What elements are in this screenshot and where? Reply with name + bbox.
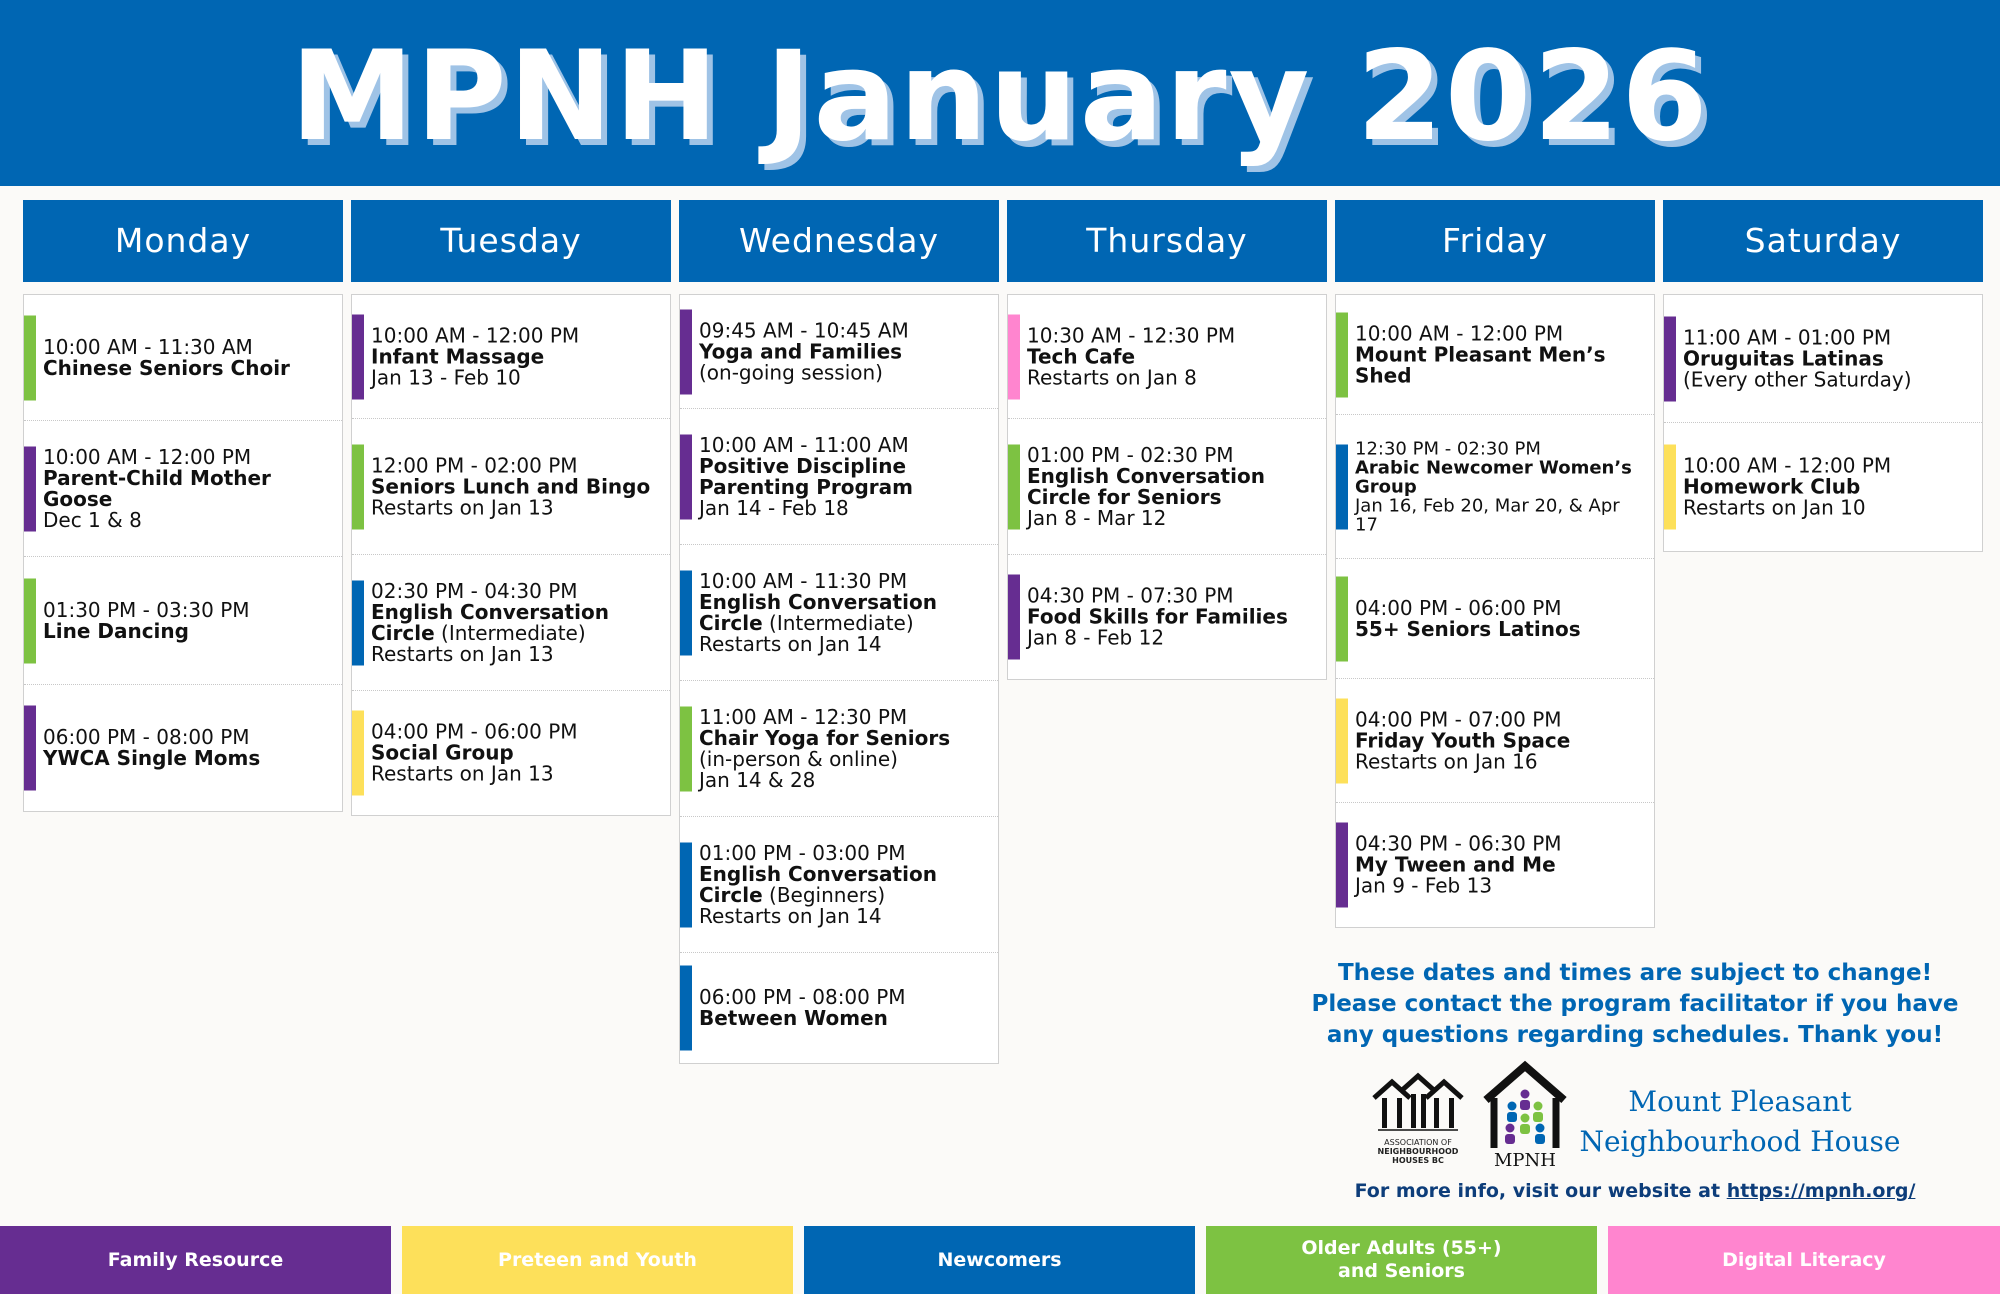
event-dates: Jan 8 - Feb 12: [1027, 625, 1165, 650]
website-info: [1330, 1180, 1940, 1202]
event-time: 04:30 PM - 07:30 PM: [1027, 583, 1234, 608]
event-dates: Restarts on Jan 13: [371, 641, 554, 666]
category-bar: [1664, 445, 1676, 530]
org-name-line: Neighbourhood House: [1579, 1125, 1901, 1158]
event-list-thursday: [1007, 294, 1327, 680]
event-card[interactable]: [352, 691, 670, 815]
event-time: 10:00 AM - 12:00 PM: [1355, 321, 1564, 345]
event-time: 02:30 PM - 04:30 PM: [371, 578, 578, 603]
event-dates: (on-going session): [699, 360, 883, 384]
event-card[interactable]: [24, 557, 342, 685]
category-bar: [680, 706, 692, 791]
column-thursday: [1007, 200, 1327, 680]
event-name: Parent-Child Mother Goose: [43, 465, 271, 511]
category-bar: [352, 711, 364, 796]
event-name: English Conversation Circle: [371, 599, 609, 645]
category-bar: [680, 842, 692, 927]
event-card[interactable]: [1336, 295, 1654, 415]
event-time: 11:00 AM - 01:00 PM: [1683, 325, 1892, 349]
event-name: English Conversation Circle for Seniors: [1027, 463, 1265, 509]
event-name: Friday Youth Space: [1355, 728, 1571, 752]
event-time: 06:00 PM - 08:00 PM: [699, 985, 906, 1009]
event-level: (Beginners): [762, 882, 886, 907]
category-bar: [24, 446, 36, 531]
event-name: Arabic Newcomer Women’s Group: [1355, 457, 1632, 497]
day-header-thursday: Thursday: [1007, 200, 1327, 282]
event-card[interactable]: [1664, 295, 1982, 423]
event-card[interactable]: [24, 685, 342, 811]
event-name: Seniors Lunch and Bingo: [371, 474, 651, 498]
event-time: 04:00 PM - 06:00 PM: [1355, 595, 1562, 620]
event-dates: Jan 13 - Feb 10: [371, 365, 521, 389]
event-name: Yoga and Families: [699, 339, 903, 363]
category-bar: [680, 570, 692, 655]
column-wednesday: [679, 200, 999, 1064]
event-card[interactable]: [352, 419, 670, 555]
event-card[interactable]: [680, 295, 998, 409]
logo-area: [1370, 1060, 1930, 1170]
category-legend: [0, 1226, 2000, 1294]
event-dates: Restarts on Jan 14: [699, 903, 882, 928]
event-time: 09:45 AM - 10:45 AM: [699, 318, 909, 342]
event-dates: Jan 16, Feb 20, Mar 20, & Apr 17: [1355, 495, 1620, 535]
event-time: 12:00 PM - 02:00 PM: [371, 453, 578, 477]
house-people-icon: [1480, 1060, 1570, 1152]
category-bar: [352, 580, 364, 665]
event-card[interactable]: [1664, 423, 1982, 551]
event-time: 01:00 PM - 03:00 PM: [699, 840, 906, 865]
mpnh-logo-text: MPNH: [1494, 1150, 1556, 1171]
event-name: Tech Cafe: [1027, 344, 1136, 368]
category-bar: [1008, 314, 1020, 399]
event-card[interactable]: [680, 817, 998, 953]
event-name: Line Dancing: [43, 618, 189, 643]
anh-text: HOUSES BC: [1392, 1156, 1444, 1165]
event-card[interactable]: [24, 421, 342, 557]
category-bar: [24, 315, 36, 400]
event-list-tuesday: [351, 294, 671, 816]
event-name: Oruguitas Latinas: [1683, 346, 1884, 370]
category-bar: [1336, 312, 1348, 397]
anh-text: NEIGHBOURHOOD: [1377, 1147, 1459, 1156]
event-name: My Tween and Me: [1355, 852, 1556, 877]
event-card[interactable]: [680, 681, 998, 817]
event-time: 10:00 AM - 11:00 AM: [699, 432, 909, 457]
event-time: 10:00 AM - 12:00 PM: [43, 444, 252, 469]
event-name: YWCA Single Moms: [43, 746, 261, 770]
legend-label: Older Adults (55+): [1301, 1237, 1502, 1259]
column-saturday: [1663, 200, 1983, 552]
event-name: English Conversation Circle: [699, 861, 937, 907]
category-bar: [352, 314, 364, 399]
legend-newcomers: Newcomers: [804, 1226, 1195, 1294]
event-card[interactable]: [1008, 295, 1326, 419]
legend-family-resource: Family Resource: [0, 1226, 391, 1294]
event-dates: Jan 8 - Mar 12: [1027, 505, 1167, 530]
event-list-wednesday: [679, 294, 999, 1064]
event-name: Chinese Seniors Choir: [43, 355, 290, 380]
event-dates: Restarts on Jan 14: [699, 631, 882, 656]
event-time: 04:00 PM - 07:00 PM: [1355, 707, 1562, 731]
header-banner: [0, 0, 2000, 186]
legend-label: and Seniors: [1338, 1260, 1465, 1282]
event-time: 04:30 PM - 06:30 PM: [1355, 831, 1562, 856]
event-time: 06:00 PM - 08:00 PM: [43, 725, 250, 749]
event-list-monday: [23, 294, 343, 812]
event-dates: Jan 14 - Feb 18: [699, 495, 849, 520]
event-level: (Intermediate): [434, 620, 586, 645]
event-level: (Intermediate): [762, 610, 914, 635]
event-name: Infant Massage: [371, 344, 545, 368]
category-bar: [1008, 575, 1020, 660]
column-tuesday: [351, 200, 671, 816]
day-header-friday: Friday: [1335, 200, 1655, 282]
event-time: 10:00 AM - 11:30 AM: [43, 334, 253, 359]
event-card[interactable]: [1008, 419, 1326, 555]
event-dates: Restarts on Jan 16: [1355, 749, 1538, 773]
category-bar: [1336, 823, 1348, 908]
category-bar: [1008, 444, 1020, 529]
notice-line: Please contact the program facilitator if you have: [1311, 991, 1959, 1017]
event-card[interactable]: [680, 409, 998, 545]
day-header-wednesday: Wednesday: [679, 200, 999, 282]
category-bar: [680, 309, 692, 394]
category-bar: [1336, 576, 1348, 661]
category-bar: [24, 578, 36, 663]
website-link[interactable]: https://mpnh.org/: [1726, 1180, 1916, 1202]
category-bar: [1336, 698, 1348, 783]
notice-line: These dates and times are subject to change!: [1337, 960, 1933, 986]
anh-bc-logo: [1370, 1068, 1466, 1176]
event-dates: Dec 1 & 8: [43, 507, 142, 532]
category-bar: [24, 706, 36, 791]
event-name: Between Women: [699, 1006, 888, 1030]
event-time: 10:00 AM - 12:00 PM: [1683, 453, 1892, 478]
event-dates: Restarts on Jan 13: [371, 761, 554, 786]
event-name: Positive Discipline Parenting Program: [699, 453, 913, 499]
event-card[interactable]: [1336, 803, 1654, 927]
event-card[interactable]: [680, 953, 998, 1063]
category-bar: [680, 966, 692, 1051]
event-name: Social Group: [371, 740, 514, 765]
event-time: 04:00 PM - 06:00 PM: [371, 719, 578, 744]
notice-line: any questions regarding schedules. Thank you!: [1326, 1022, 1944, 1048]
event-dates: Restarts on Jan 8: [1027, 365, 1197, 389]
organization-name: [1570, 1082, 1910, 1162]
houses-icon: [1370, 1068, 1466, 1134]
event-dates: Restarts on Jan 13: [371, 495, 554, 519]
event-name: English Conversation Circle: [699, 589, 937, 635]
event-card[interactable]: [1336, 415, 1654, 559]
event-time: 12:30 PM - 02:30 PM: [1355, 438, 1541, 459]
event-card[interactable]: [352, 295, 670, 419]
day-header-tuesday: Tuesday: [351, 200, 671, 282]
event-name: Mount Pleasant Men’s Shed: [1355, 342, 1606, 387]
category-bar: [1336, 444, 1348, 529]
event-list-saturday: [1663, 294, 1983, 552]
event-card[interactable]: [1336, 559, 1654, 679]
event-name: Homework Club: [1683, 474, 1861, 499]
legend-preteen-youth: Preteen and Youth: [402, 1226, 793, 1294]
event-time: 10:00 AM - 12:00 PM: [371, 323, 580, 347]
website-prefix: For more info, visit our website at: [1354, 1180, 1727, 1202]
category-bar: [352, 444, 364, 529]
event-card[interactable]: [24, 295, 342, 421]
schedule-change-notice: [1310, 958, 1960, 1051]
column-monday: [23, 200, 343, 812]
legend-older-adults: [1206, 1226, 1597, 1294]
event-card[interactable]: [1008, 555, 1326, 679]
column-friday: [1335, 200, 1655, 928]
event-dates: Restarts on Jan 10: [1683, 495, 1866, 520]
event-dates: Jan 14 & 28: [699, 767, 816, 792]
legend-digital-literacy: Digital Literacy: [1608, 1226, 2000, 1294]
event-card[interactable]: [680, 545, 998, 681]
event-dates: Jan 9 - Feb 13: [1355, 873, 1493, 898]
event-list-friday: [1335, 294, 1655, 928]
category-bar: [680, 434, 692, 519]
event-name: Food Skills for Families: [1027, 604, 1288, 629]
event-time: 10:30 AM - 12:30 PM: [1027, 323, 1236, 347]
event-time: 01:00 PM - 02:30 PM: [1027, 442, 1234, 467]
event-format: (in-person & online): [699, 746, 898, 771]
event-card[interactable]: [352, 555, 670, 691]
event-time: 11:00 AM - 12:30 PM: [699, 704, 908, 729]
page-title: MPNH January 2026: [290, 25, 1710, 169]
category-bar: [1664, 316, 1676, 401]
event-time: 10:00 AM - 11:30 PM: [699, 568, 908, 593]
event-name: Chair Yoga for Seniors: [699, 725, 951, 750]
event-time: 01:30 PM - 03:30 PM: [43, 597, 250, 622]
event-name: 55+ Seniors Latinos: [1355, 616, 1581, 641]
day-header-saturday: Saturday: [1663, 200, 1983, 282]
day-header-monday: Monday: [23, 200, 343, 282]
anh-text: ASSOCIATION OF: [1384, 1138, 1452, 1147]
event-frequency: (Every other Saturday): [1683, 367, 1912, 391]
org-name-line: Mount Pleasant: [1628, 1085, 1852, 1118]
event-card[interactable]: [1336, 679, 1654, 803]
